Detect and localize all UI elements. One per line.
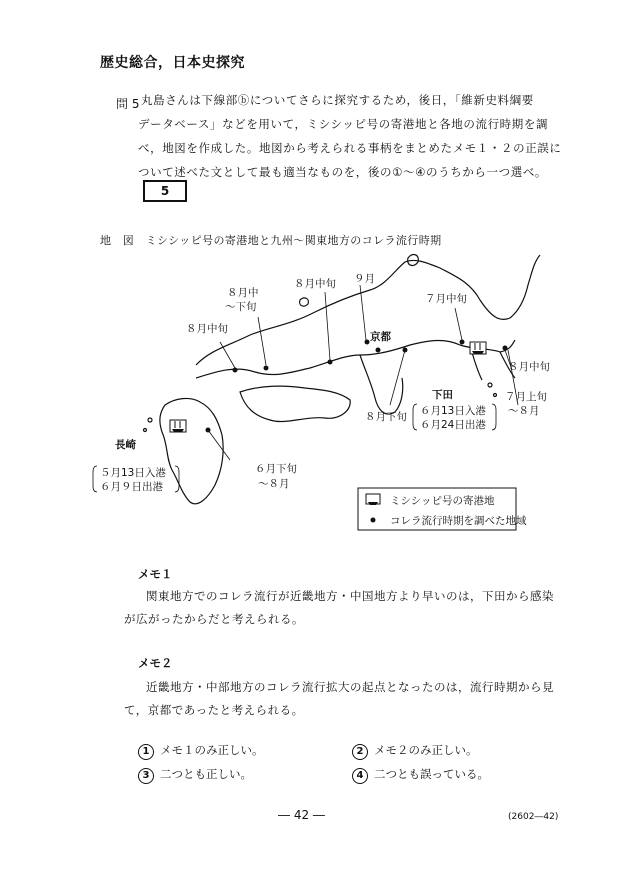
map-label: ７月上旬 [505,391,547,403]
region-dot [376,348,381,353]
section-heading: 歴史総合，日本史探究 [100,55,245,71]
choice-number: 3 [138,768,154,784]
map-label: ６月下旬 [255,463,297,475]
map-label: ６月９日出港 [100,481,163,493]
region-dot [365,340,370,345]
map-label: ６月13日入港 [420,405,486,417]
choice-text: 二つとも正しい。 [160,767,252,781]
map-label: ～８月 [258,478,290,490]
memo2-line: 近畿地方・中部地方のコレラ流行拡大の起点となったのは，流行時期から見 [146,680,554,694]
choice-number: 2 [352,744,368,760]
choice-number: 4 [352,768,368,784]
map-label-nagasaki: 長崎 [115,439,136,451]
memo1-title: メモ１ [138,567,173,581]
choice-1[interactable] [138,742,264,760]
legend-port-label: ミシシッピ号の寄港地 [390,495,495,507]
region-dot [460,340,465,345]
ship-icon [470,342,486,354]
question-number: 問 5 [116,97,140,111]
memo2-line: て，京都であったと考えられる。 [124,703,304,717]
choice-text: メモ２のみ正しい。 [374,743,478,757]
map-label: ～８月 [508,405,540,417]
choice-text: 二つとも誤っている。 [374,767,489,781]
memo1-line: が広がったからだと考えられる。 [124,612,304,626]
map-label: ８月下旬 [365,411,407,423]
map-label: ～下旬 [225,301,257,313]
map-figure [80,240,550,540]
memo2-title: メモ２ [138,656,173,670]
choice-4[interactable] [352,766,489,784]
question-line: べ，地図を作成した。地図から考えられる事柄をまとめたメモ１・２の正誤に [138,141,562,155]
map-label: ５月13日入港 [100,467,166,479]
choice-number: 1 [138,744,154,760]
map-label: ８月中旬 [508,361,550,373]
map-label-kyoto: 京都 [370,331,391,343]
answer-box[interactable]: 5 [143,180,187,202]
region-dot [403,348,408,353]
map-title: 地 図 ミシシッピ号の寄港地と九州～関東地方のコレラ流行時期 [100,234,442,247]
coastline [144,255,541,504]
region-dot [233,368,238,373]
question-line: データベース」などを用いて，ミシシッピ号の寄港地と各地の流行時期を調 [138,117,549,131]
region-dot [328,360,333,365]
choice-2[interactable] [352,742,478,760]
choice-3[interactable] [138,766,252,784]
map-legend [358,488,527,530]
question-line: ついて述べた文として最も適当なものを，後の①～④のうちから一つ選べ。 [138,165,548,179]
region-dot [264,366,269,371]
region-dot [503,346,508,351]
ship-icon [170,420,186,432]
choice-text: メモ１のみ正しい。 [160,743,264,757]
map-label: ８月中 [227,287,259,299]
map-label: ８月中旬 [294,278,336,290]
map-label: ７月中旬 [425,293,467,305]
memo1-line: 関東地方でのコレラ流行が近畿地方・中国地方より早いのは，下田から感染 [146,589,554,603]
map-label: ６月24日出港 [420,419,486,431]
map-label: ９月 [354,273,375,285]
page-number: ― 42 ― [278,808,325,822]
legend-dot-icon [371,518,376,523]
map-label: ８月中旬 [186,323,228,335]
question-line: 丸島さんは下線部ⓑについてさらに探究するため，後日，「維新史料綱要 [141,93,534,107]
page-code: (2602―42) [508,812,559,822]
legend-region-label: コレラ流行時期を調べた地域 [390,515,527,527]
map-label-shimoda: 下田 [432,389,453,401]
region-dot [206,428,211,433]
